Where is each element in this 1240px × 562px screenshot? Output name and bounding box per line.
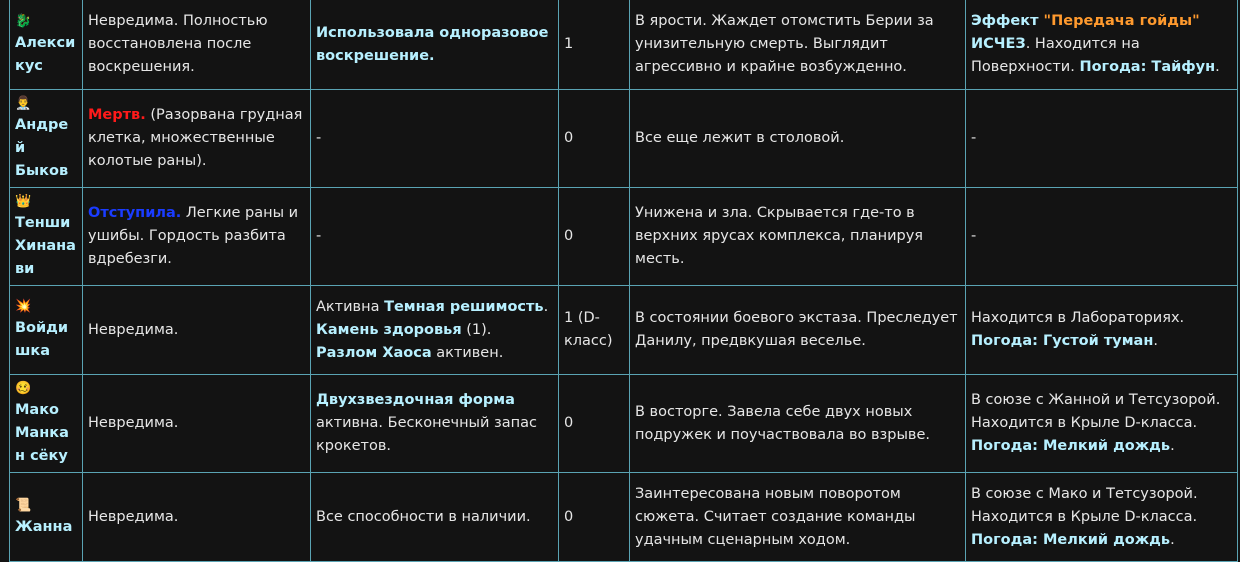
character-name: Войди шка <box>15 320 69 359</box>
character-name-cell <box>10 473 83 562</box>
abilities-cell <box>311 473 559 562</box>
notes-segment: Погода: Мелкий дождь <box>971 438 1171 454</box>
character-name-cell <box>10 90 83 188</box>
character-name: Андрей Быков <box>15 117 69 179</box>
abilities-segment: Использовала одноразовое воскрешение. <box>316 24 549 64</box>
mood-cell <box>630 90 966 188</box>
mood-segment: Унижена и зла. Скрывается где-то в верхних ярусах комплекса, планируя месть. <box>635 205 924 267</box>
status-segment: Отступила. <box>88 205 182 221</box>
status-segment: (Разорвана грудная клетка, множественные колотые раны). <box>88 107 303 169</box>
table-row <box>10 0 1238 90</box>
status-segment: Невредима. Полностью восстановлена после воскрешения. <box>88 13 268 75</box>
table-row <box>10 286 1238 375</box>
notes-segment: Погода: Тайфун <box>1079 59 1216 75</box>
status-cell <box>83 90 311 188</box>
notes-segment: . Находится на Поверхности. <box>971 36 1140 75</box>
notes-cell <box>966 286 1238 375</box>
abilities-cell <box>311 375 559 473</box>
mood-segment: Заинтересована новым поворотом сюжета. Считает создание команды удачным сценарным ходом. <box>635 485 916 548</box>
table-row <box>10 188 1238 286</box>
abilities-cell <box>311 286 559 375</box>
abilities-segment: Темная решимость <box>384 298 544 315</box>
character-name: Мако Манкан сёку <box>15 402 69 464</box>
notes-segment: . <box>1170 531 1175 548</box>
mood-cell <box>630 188 966 286</box>
character-name-cell <box>10 286 83 375</box>
mood-segment: В восторге. Завела себе двух новых подружек и поучаствовала во взрыве. <box>635 403 930 443</box>
count-cell: 1 <box>559 0 630 90</box>
notes-segment: Погода: Мелкий дождь <box>971 531 1171 548</box>
scroll-icon: 📜 <box>15 497 32 513</box>
notes-segment: . <box>1170 438 1175 454</box>
notes-segment: Находится в Лабораториях. <box>971 310 1185 326</box>
table-row <box>10 90 1238 188</box>
notes-cell <box>966 0 1238 90</box>
character-name: Жанна <box>15 518 73 535</box>
abilities-cell <box>311 90 559 188</box>
count-cell: 1 (D-класс) <box>559 286 630 375</box>
notes-cell <box>966 90 1238 188</box>
abilities-segment: активен. <box>431 344 504 361</box>
status-cell <box>83 375 311 473</box>
abilities-segment: . <box>543 298 549 315</box>
abilities-cell <box>311 0 559 90</box>
mood-segment: Все еще лежит в столовой. <box>635 130 845 146</box>
abilities-segment: Все способности в наличии. <box>316 508 531 525</box>
notes-segment: . <box>1153 333 1158 349</box>
abilities-segment: Камень здоровья <box>316 321 462 338</box>
dragon-icon: 🐉 <box>15 13 32 29</box>
notes-cell <box>966 473 1238 562</box>
status-cell <box>83 0 311 90</box>
dizzy-face-icon: 🥴 <box>15 381 32 396</box>
explosion-icon: 💥 <box>15 299 32 314</box>
character-status-table <box>9 0 1238 562</box>
notes-segment: Погода: Густой туман <box>971 333 1154 349</box>
mood-cell <box>630 473 966 562</box>
person-icon: 👨‍⚕️ <box>15 96 32 111</box>
character-name-cell <box>10 0 83 90</box>
character-name-cell <box>10 375 83 473</box>
notes-segment: В союзе с Жанной и Тетсузорой. Находится в Крыле D-класса. <box>971 392 1221 431</box>
status-cell <box>83 188 311 286</box>
mood-cell <box>630 375 966 473</box>
abilities-segment: (1). <box>461 321 492 338</box>
mood-segment: В состоянии боевого экстаза. Преследует Данилу, предвкушая веселье. <box>635 310 958 349</box>
table-row <box>10 375 1238 473</box>
count-cell: 0 <box>559 90 630 188</box>
notes-cell <box>966 375 1238 473</box>
character-name: Алекси кус <box>15 34 76 74</box>
notes-segment: "Передача гойды" <box>1043 13 1200 29</box>
abilities-segment: - <box>316 130 322 146</box>
table-row <box>10 473 1238 562</box>
abilities-segment: Двухзвездочная форма <box>316 392 515 408</box>
count-cell: 0 <box>559 188 630 286</box>
notes-cell <box>966 188 1238 286</box>
abilities-segment: Активна <box>316 298 385 315</box>
mood-cell <box>630 0 966 90</box>
notes-segment: . <box>1215 59 1220 75</box>
status-segment: Невредима. <box>88 415 179 431</box>
notes-segment: - <box>971 130 977 146</box>
notes-segment: В союзе с Мако и Тетсузорой. Находится в Крыле D-класса. <box>971 485 1198 525</box>
notes-segment: - <box>971 228 977 244</box>
abilities-cell <box>311 188 559 286</box>
character-name-cell <box>10 188 83 286</box>
count-cell: 0 <box>559 375 630 473</box>
abilities-segment: активна. Бесконечный запас крокетов. <box>316 415 537 454</box>
notes-segment: Эффект <box>971 13 1044 29</box>
crown-icon: 👑 <box>15 194 32 209</box>
status-segment: Невредима. <box>88 508 179 525</box>
status-cell <box>83 473 311 562</box>
status-segment: Легкие раны и ушибы. Гордость разбита вдребезги. <box>88 205 299 267</box>
character-name: Тенши Хинана ви <box>15 215 76 277</box>
status-cell <box>83 286 311 375</box>
mood-segment: В ярости. Жаждет отомстить Берии за унизительную смерть. Выглядит агрессивно и крайне возбужденно. <box>635 13 934 75</box>
abilities-segment: - <box>316 228 322 244</box>
status-segment: Мертв. <box>88 107 146 123</box>
count-cell: 0 <box>559 473 630 562</box>
notes-segment: ИСЧЕЗ <box>971 36 1026 52</box>
status-segment: Невредима. <box>88 321 179 338</box>
mood-cell <box>630 286 966 375</box>
abilities-segment: Разлом Хаоса <box>316 344 432 361</box>
